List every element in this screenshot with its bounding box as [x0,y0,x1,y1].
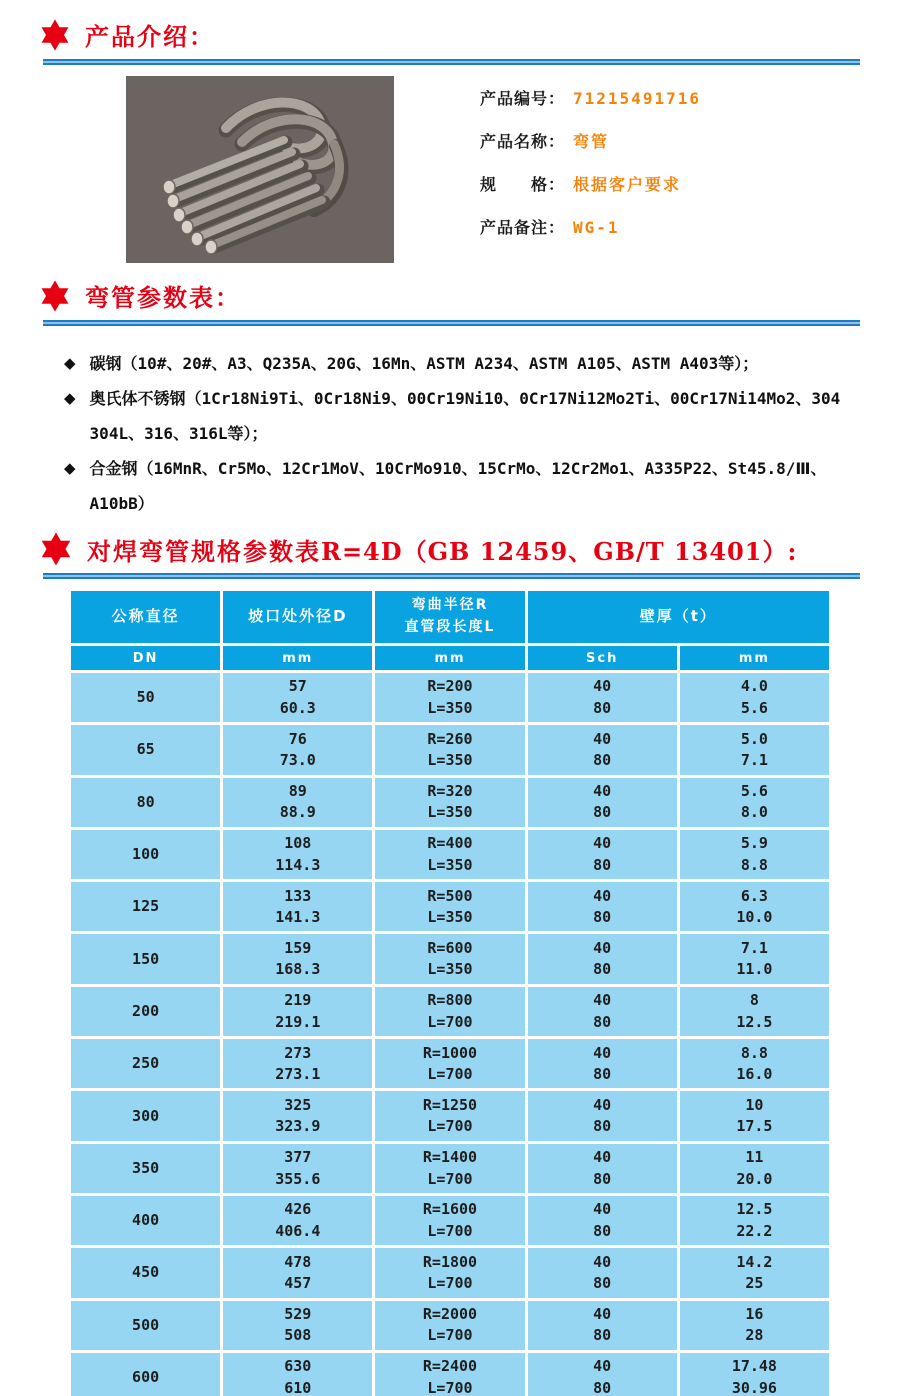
table-header-cell: 公称直径 [71,591,220,643]
value: 273.1 [275,1064,321,1083]
value: 60.3 [279,698,316,717]
value: 80 [136,792,155,811]
table-cell-rl [375,1039,524,1088]
table-header-cell: 弯曲半径R 直管段长度L [375,591,524,643]
value: R=1250 [422,1095,478,1114]
value: L=350 [427,960,473,979]
table-cell-d [223,778,372,827]
divider-rule [43,573,860,579]
value: 150 [132,949,160,968]
table-cell-rl [375,934,524,983]
material-text-line: A10bB） [89,494,154,513]
value: 17.5 [736,1117,773,1136]
table-cell-d [223,673,372,722]
value: R=600 [427,938,473,957]
value: L=700 [427,1012,473,1031]
value: 80 [593,1326,612,1345]
value: 630 [284,1357,312,1376]
table-cell-t [680,1353,829,1396]
section-spec-header [38,531,909,567]
table-cell-rl [375,778,524,827]
info-row [480,129,701,151]
value: 80 [593,960,612,979]
diamond-icon: ◆ [64,459,76,477]
value: 80 [593,803,612,822]
value: 100 [132,845,160,864]
table-cell-t [680,673,829,722]
table-cell-dn [71,1301,220,1350]
value: 8.8 [740,1043,768,1062]
material-item [64,346,864,381]
value: 114.3 [275,855,321,874]
value: 406.4 [275,1221,321,1240]
value: 30.96 [731,1378,777,1396]
value: 5.9 [740,834,768,853]
table-cell-d [223,1196,372,1245]
value: L=700 [427,1221,473,1240]
table-cell-d [223,1039,372,1088]
table-cell-t [680,882,829,931]
material-item [64,381,864,451]
product-block [126,76,909,263]
table-cell-sch [528,882,677,931]
table-cell-sch [528,778,677,827]
value: R=260 [427,729,473,748]
value: 40 [593,886,612,905]
value: L=700 [427,1326,473,1345]
table-cell-sch [528,987,677,1036]
value: 219.1 [275,1012,321,1031]
value: 600 [132,1368,160,1386]
value: 6.3 [740,886,768,905]
table-cell-rl [375,725,524,774]
value: 450 [132,1263,160,1282]
table-cell-d [223,987,372,1036]
value: 73.0 [279,751,316,770]
table-cell-dn [71,673,220,722]
value: 12.5 [736,1200,773,1219]
value: L=700 [427,1064,473,1083]
value: R=2400 [422,1357,478,1376]
table-cell-dn [71,987,220,1036]
table-cell-t [680,934,829,983]
value: L=700 [427,1169,473,1188]
material-text [90,451,827,521]
section-intro-header [38,17,909,52]
table-cell-sch [528,934,677,983]
value: 80 [593,1221,612,1240]
value: 219 [284,991,312,1010]
value: L=700 [427,1274,473,1293]
value: 17.48 [731,1357,777,1376]
section-params-title: 弯管参数表： [85,284,241,312]
value: 89 [288,782,307,801]
table-cell-t [680,1144,829,1193]
value: R=1800 [422,1252,478,1271]
value: 8 [749,991,759,1010]
value: 40 [593,938,612,957]
star-icon [38,531,74,567]
table-unit-cell: mm [223,646,372,670]
value: 141.3 [275,908,321,927]
info-value: WG-1 [573,218,620,237]
value: 250 [132,1054,160,1073]
value: L=350 [427,803,473,822]
table-cell-dn [71,1091,220,1140]
value: 108 [284,834,312,853]
value: 400 [132,1211,160,1230]
material-text [90,381,841,451]
value: 40 [593,1095,612,1114]
value: 377 [284,1148,312,1167]
table-cell-rl [375,1248,524,1297]
table-cell-d [223,1353,372,1396]
table-cell-t [680,1196,829,1245]
value: 610 [284,1378,312,1396]
divider-rule [43,320,860,326]
table-cell-t [680,1039,829,1088]
table-cell-rl [375,1353,524,1396]
table-cell-d [223,1144,372,1193]
table-cell-d [223,725,372,774]
value: 12.5 [736,1012,773,1031]
table-cell-t [680,830,829,879]
value: 500 [132,1315,160,1334]
info-value: 71215491716 [573,89,701,108]
diamond-icon: ◆ [64,389,76,407]
table-unit-cell: mm [375,646,524,670]
value: 10.0 [736,908,773,927]
value: 40 [593,1357,612,1376]
table-cell-rl [375,1301,524,1350]
product-image [126,76,394,263]
table-cell-sch [528,1039,677,1088]
table-unit-cell: mm [680,646,829,670]
value: 14.2 [736,1252,773,1271]
table-cell-dn [71,725,220,774]
table-cell-dn [71,1039,220,1088]
value: L=350 [427,908,473,927]
table-cell-sch [528,725,677,774]
table-cell-sch [528,673,677,722]
value: 65 [136,740,155,759]
material-text-line: 碳钢（10#、20#、A3、Q235A、20G、16Mn、ASTM A234、ASTM A105、ASTM A403等）； [89,354,759,373]
table-cell-sch [528,1196,677,1245]
table-cell-sch [528,1248,677,1297]
table-header-cell: 壁厚（t） [528,591,829,643]
table-cell-d [223,882,372,931]
value: 350 [132,1158,160,1177]
table-cell-t [680,987,829,1036]
value: 40 [593,1148,612,1167]
value: 11.0 [736,960,773,979]
value: 457 [284,1274,312,1293]
value: 76 [288,729,307,748]
table-cell-d [223,830,372,879]
table-cell-t [680,778,829,827]
info-label: 规 格： [480,175,566,194]
table-cell-rl [375,1091,524,1140]
spec-table [71,591,829,1396]
info-row [480,172,701,194]
value: 7.1 [740,751,768,770]
value: 529 [284,1304,312,1323]
table-cell-t [680,1091,829,1140]
table-cell-rl [375,673,524,722]
info-value: 根据客户要求 [573,175,682,194]
info-row [480,215,701,237]
table-cell-dn [71,1144,220,1193]
table-cell-rl [375,1144,524,1193]
value: R=800 [427,991,473,1010]
value: 40 [593,1304,612,1323]
value: 478 [284,1252,312,1271]
value: R=200 [427,677,473,696]
value: 325 [284,1095,312,1114]
value: 40 [593,1252,612,1271]
table-unit-cell: DN [71,646,220,670]
table-header-cell: 坡口处外径D [223,591,372,643]
section-params-header [38,278,909,313]
table-cell-d [223,1091,372,1140]
value: L=700 [427,1117,473,1136]
table-cell-sch [528,1301,677,1350]
value: 88.9 [279,803,316,822]
value: 5.6 [740,782,768,801]
value: 28 [745,1326,764,1345]
value: 508 [284,1326,312,1345]
table-cell-d [223,934,372,983]
value: 8.0 [740,803,768,822]
product-info [480,76,701,263]
table-cell-rl [375,882,524,931]
value: 426 [284,1200,312,1219]
value: 300 [132,1106,160,1125]
value: 80 [593,1274,612,1293]
value: 57 [288,677,307,696]
table-cell-dn [71,1248,220,1297]
value: R=1000 [422,1043,478,1062]
value: R=320 [427,782,473,801]
table-cell-dn [71,830,220,879]
material-text-line: 奥氏体不锈钢（1Cr18Ni9Ti、0Cr18Ni9、00Cr19Ni10、0Cr17Ni12Mo2Ti、00Cr17Ni14Mo2、304 [89,389,841,408]
value: R=1600 [422,1200,478,1219]
value: L=350 [427,698,473,717]
value: 7.1 [740,938,768,957]
value: 40 [593,677,612,696]
section-spec-title-std: R=4D（GB 12459、GB/T 13401）: [321,536,798,566]
value: R=400 [427,834,473,853]
section-spec-title-cn: 对焊弯管规格参数表 [87,537,321,566]
value: 40 [593,1043,612,1062]
value: 159 [284,938,312,957]
material-text-line: 合金钢（16MnR、Cr5Mo、12Cr1MoV、10CrMo910、15CrMo、12Cr2Mo1、A335P22、St45.8/Ⅲ、 [89,459,827,478]
value: 8.8 [740,855,768,874]
value: R=500 [427,886,473,905]
table-cell-d [223,1248,372,1297]
value: 80 [593,1012,612,1031]
value: 22.2 [736,1221,773,1240]
table-cell-sch [528,1353,677,1396]
table-cell-sch [528,1091,677,1140]
value: 80 [593,1117,612,1136]
table-cell-d [223,1301,372,1350]
value: 40 [593,1200,612,1219]
info-value: 弯管 [573,132,610,151]
value: 133 [284,886,312,905]
value: 323.9 [275,1117,321,1136]
info-row [480,86,701,108]
info-label: 产品名称： [480,132,566,151]
table-cell-rl [375,987,524,1036]
table-unit-cell: Sch [528,646,677,670]
value: 11 [745,1148,764,1167]
diamond-icon: ◆ [64,354,76,372]
value: 200 [132,1001,160,1020]
material-text-line: 304L、316、316L等）； [89,424,268,443]
table-cell-rl [375,830,524,879]
materials-list [64,346,864,521]
value: 20.0 [736,1169,773,1188]
table-cell-dn [71,934,220,983]
value: 50 [136,688,155,707]
value: 25 [745,1274,764,1293]
table-cell-dn [71,778,220,827]
material-text [90,346,759,381]
star-icon [38,279,72,313]
value: 16 [745,1304,764,1323]
table-cell-t [680,1301,829,1350]
value: R=2000 [422,1304,478,1323]
value: 80 [593,855,612,874]
value: L=350 [427,751,473,770]
value: 168.3 [275,960,321,979]
section-intro-title: 产品介绍： [85,23,215,51]
value: 273 [284,1043,312,1062]
value: 80 [593,1169,612,1188]
value: 40 [593,729,612,748]
table-cell-t [680,725,829,774]
table-cell-dn [71,882,220,931]
value: 355.6 [275,1169,321,1188]
material-item [64,451,864,521]
table-cell-sch [528,830,677,879]
divider-rule [43,59,860,65]
value: 40 [593,834,612,853]
table-cell-dn [71,1353,220,1396]
table-cell-sch [528,1144,677,1193]
value: 80 [593,751,612,770]
value: 125 [132,897,160,916]
value: 5.0 [740,729,768,748]
value: L=350 [427,855,473,874]
value: 10 [745,1095,764,1114]
table-cell-rl [375,1196,524,1245]
value: 40 [593,782,612,801]
value: 40 [593,991,612,1010]
info-label: 产品编号： [480,89,566,108]
star-icon [38,18,72,52]
section-spec-title [87,532,797,567]
value: 5.6 [740,698,768,717]
value: L=700 [427,1378,473,1396]
value: R=1400 [422,1148,478,1167]
value: 4.0 [740,677,768,696]
value: 16.0 [736,1064,773,1083]
value: 80 [593,908,612,927]
pipes-illustration [126,76,394,263]
value: 80 [593,1064,612,1083]
value: 80 [593,1378,612,1396]
value: 80 [593,698,612,717]
info-label: 产品备注： [480,218,566,237]
table-cell-dn [71,1196,220,1245]
table-cell-t [680,1248,829,1297]
